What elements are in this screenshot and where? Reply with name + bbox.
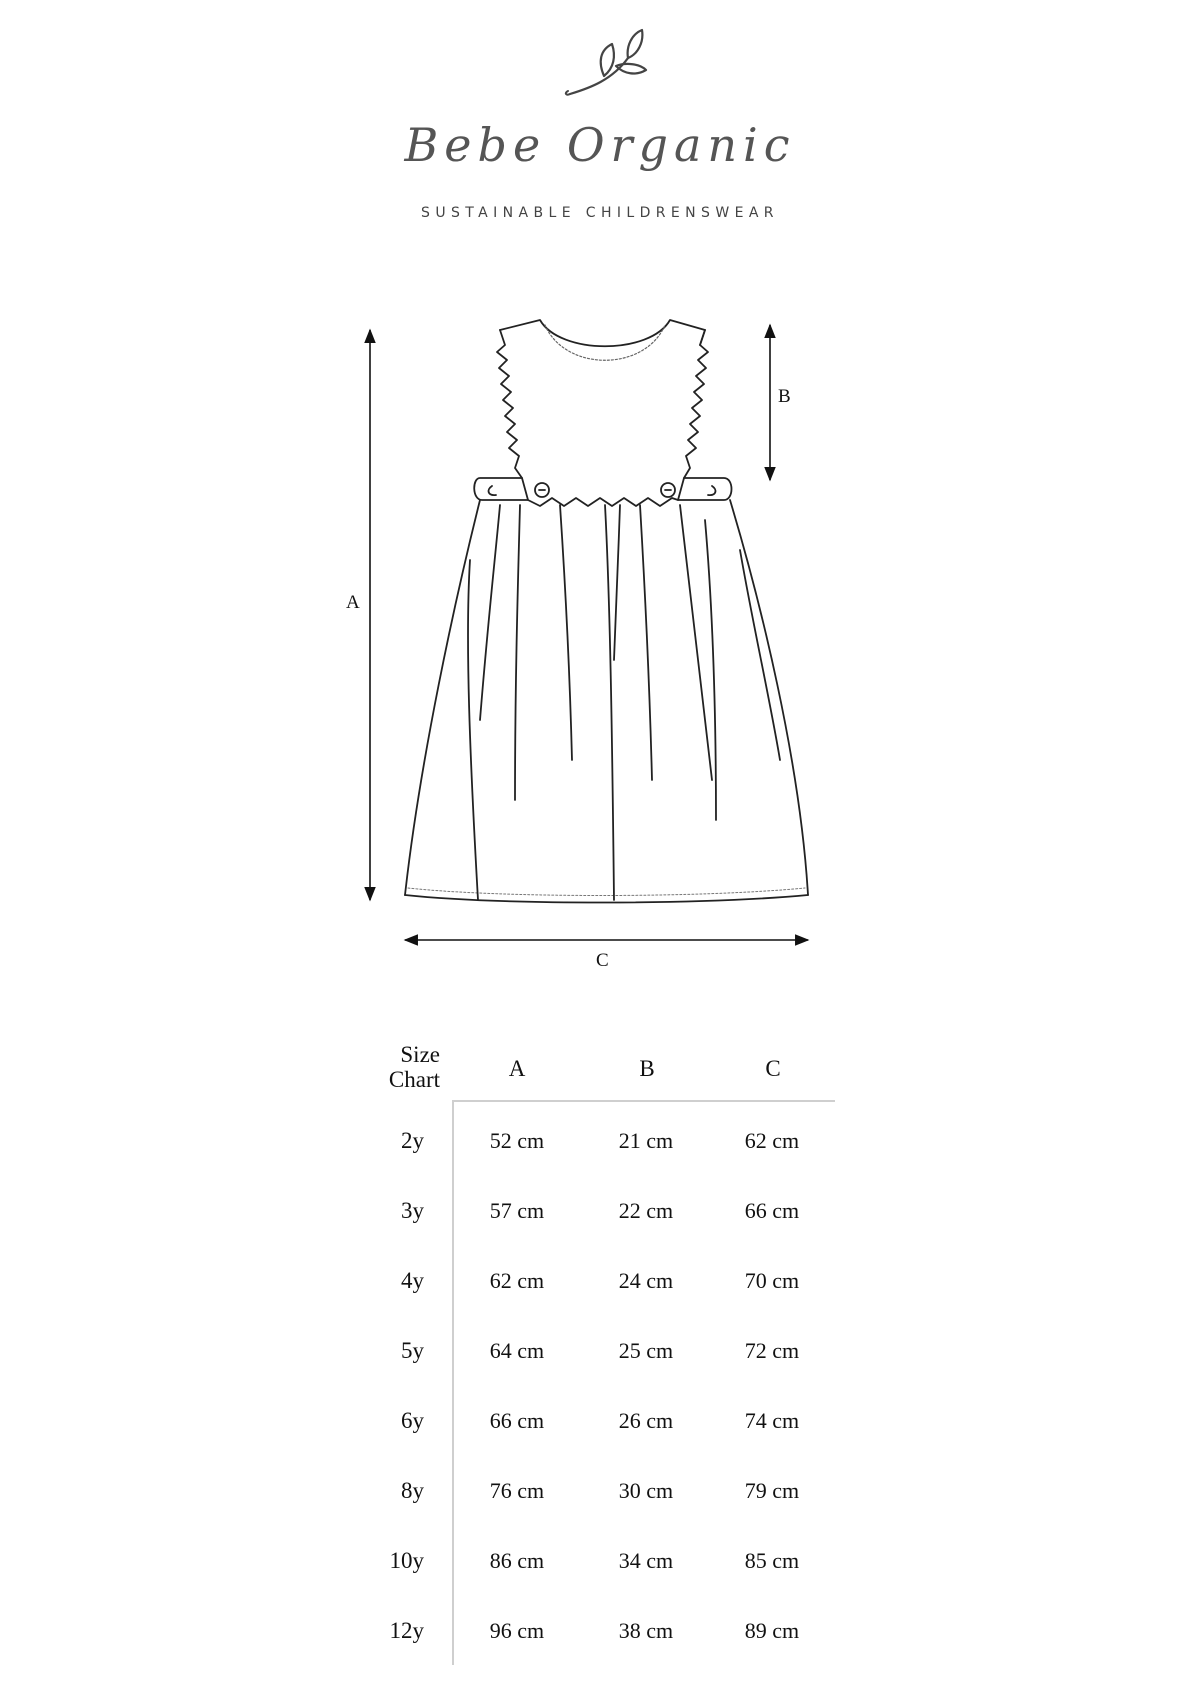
- cell-a: 76 cm: [489, 1478, 545, 1503]
- dimension-c-label: C: [596, 950, 609, 971]
- dimension-b-label: B: [778, 386, 791, 407]
- cell-a: 96 cm: [489, 1618, 545, 1643]
- size-cell: 2y: [401, 1128, 424, 1153]
- cell-b: 25 cm: [618, 1338, 674, 1363]
- column-header-b: B: [639, 1056, 655, 1081]
- size-chart-title-line2: Chart: [388, 1067, 440, 1092]
- size-cell: 5y: [401, 1338, 424, 1363]
- cell-c: 89 cm: [744, 1618, 800, 1643]
- cell-b: 22 cm: [618, 1198, 674, 1223]
- cell-b: 21 cm: [618, 1128, 674, 1153]
- size-cell: 4y: [401, 1268, 424, 1293]
- column-header-a: A: [508, 1056, 526, 1081]
- cell-b: 30 cm: [618, 1478, 674, 1503]
- cell-c: 85 cm: [744, 1548, 800, 1573]
- cell-b: 38 cm: [618, 1618, 674, 1643]
- cell-c: 70 cm: [744, 1268, 800, 1293]
- cell-b: 26 cm: [618, 1408, 674, 1433]
- cell-c: 62 cm: [744, 1128, 800, 1153]
- cell-a: 57 cm: [489, 1198, 545, 1223]
- cell-a: 52 cm: [489, 1128, 545, 1153]
- cell-c: 79 cm: [744, 1478, 800, 1503]
- cell-a: 66 cm: [489, 1408, 545, 1433]
- cell-b: 34 cm: [618, 1548, 674, 1573]
- cell-a: 64 cm: [489, 1338, 545, 1363]
- cell-c: 72 cm: [744, 1338, 800, 1363]
- size-cell: 3y: [401, 1198, 424, 1223]
- header-divider: [452, 1100, 835, 1102]
- cell-b: 24 cm: [618, 1268, 674, 1293]
- cell-a: 86 cm: [489, 1548, 545, 1573]
- cell-c: 74 cm: [744, 1408, 800, 1433]
- size-column-divider: [452, 1100, 454, 1665]
- cell-c: 66 cm: [744, 1198, 800, 1223]
- size-cell: 8y: [401, 1478, 424, 1503]
- brand-name: Bebe Organic: [404, 118, 796, 172]
- size-cell: 10y: [389, 1548, 424, 1573]
- size-chart-title: [340, 1042, 440, 1092]
- size-chart-title-line1: Size: [400, 1042, 440, 1067]
- dimension-a-label: A: [346, 592, 360, 613]
- cell-a: 62 cm: [489, 1268, 545, 1293]
- size-cell: 12y: [389, 1618, 424, 1643]
- brand-tagline: SUSTAINABLE CHILDRENSWEAR: [421, 205, 779, 221]
- size-cell: 6y: [401, 1408, 424, 1433]
- column-header-c: C: [765, 1056, 781, 1081]
